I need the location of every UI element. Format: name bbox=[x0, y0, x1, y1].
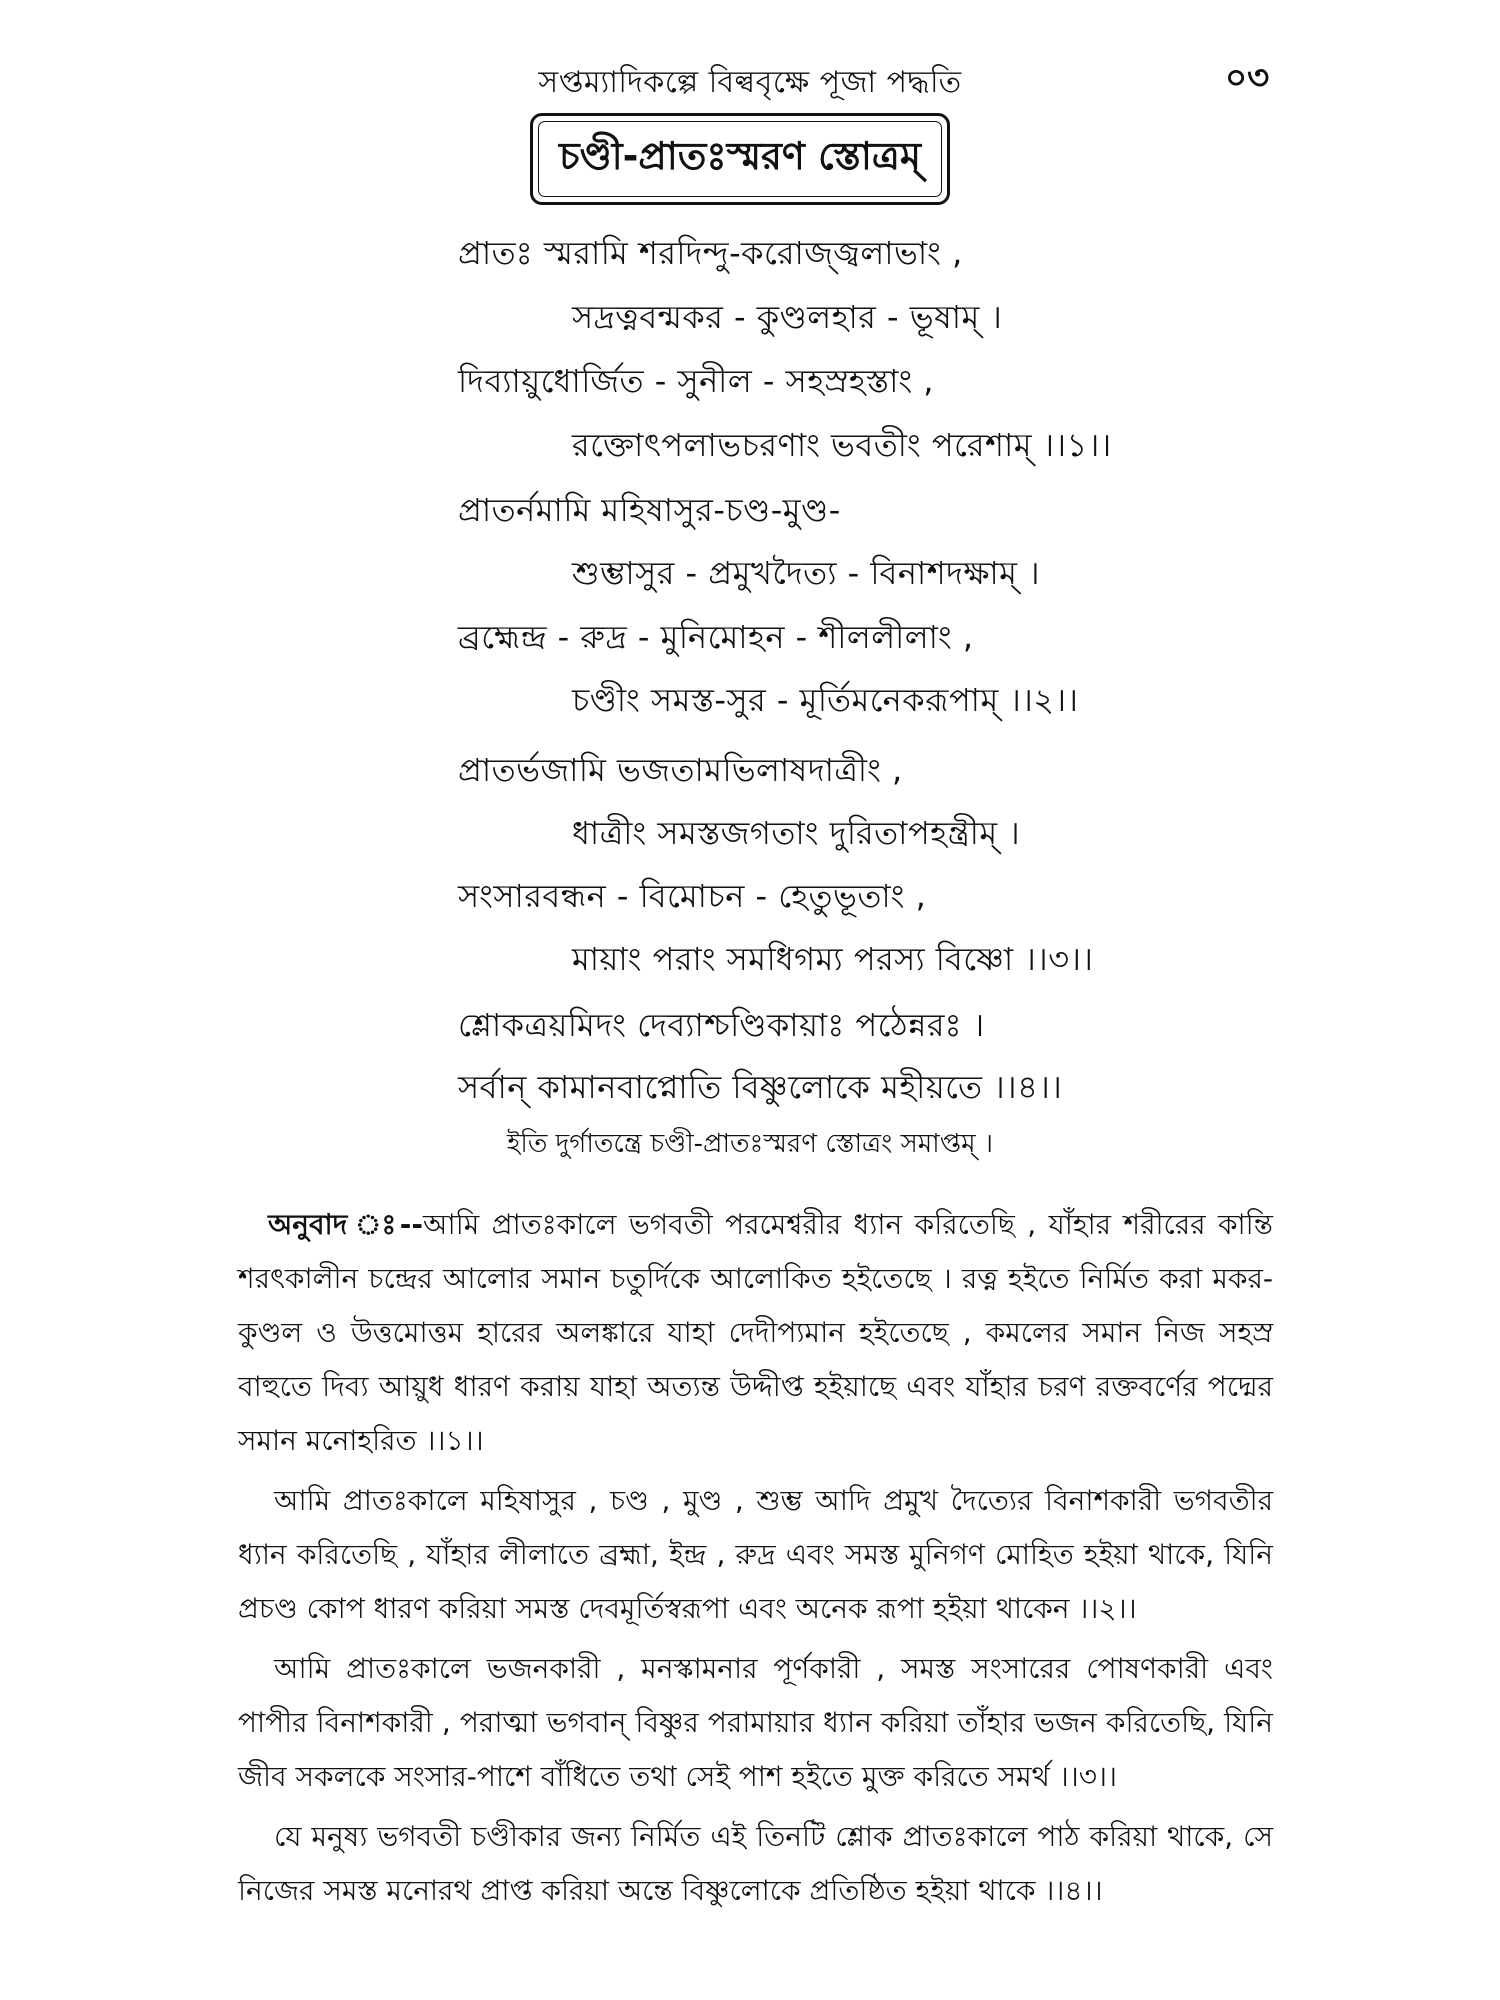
verse-line: দিব্যায়ুধোর্জিত - সুনীল - সহস্রহস্তাং , bbox=[458, 362, 934, 400]
verse-line: রক্তোৎপলাভচরণাং ভবতীং পরেশাম্ ।।১।। bbox=[572, 426, 1112, 464]
translation-label: অনুবাদ ঃ-- bbox=[268, 1208, 424, 1241]
verse-line: প্রাতঃ স্মরামি শরদিন্দু-করোজ্জ্বলাভাং , bbox=[458, 234, 963, 272]
translation-paragraph: আমি প্রাতঃকালে মহিষাসুর , চণ্ড , মুণ্ড , শুম্ভ আদি প্রমুখ দৈত্যের বিনাশকারী ভগবতীর ধ্যান করিতেছি , যাঁহার লীলাতে ব্রহ্মা, ইন্দ্র , রুদ্র এবং সমস্ত মুনিগণ মোহিত হইয়া থাকে, যিনি প্রচণ্ড কোপ ধারণ করিয়া সমস্ত দেবমূর্তিস্বরূপা এবং অনেক রূপা হইয়া থাকেন ।।২।। bbox=[238, 1484, 1273, 1625]
verse-line: শুম্ভাসুর - প্রমুখদৈত্য - বিনাশদক্ষাম্ । bbox=[572, 554, 1041, 592]
stotra-title: চণ্ডী-প্রাতঃস্মরণ স্তোত্রম্ bbox=[538, 121, 942, 197]
verse-line: প্রাতর্ভজামি ভজতামভিলাষদাত্রীং , bbox=[458, 751, 903, 789]
verse-line: সদ্রত্নবন্মকর - কুণ্ডলহার - ভূষাম্ । bbox=[572, 298, 1003, 336]
translation-section bbox=[238, 1198, 1273, 1918]
verse-line: প্রাতর্নমামি মহিষাসুর-চণ্ড-মুণ্ড- bbox=[458, 491, 841, 529]
verse-line: ব্রহ্মেন্দ্র - রুদ্র - মুনিমোহন - শীললীলাং , bbox=[458, 618, 974, 656]
verse-line: সংসারবন্ধন - বিমোচন - হেতুভূতাং , bbox=[458, 877, 927, 915]
verse-line: শ্লোকত্রয়মিদং দেব্যাশ্চণ্ডিকায়াঃ পঠেন্নরঃ । bbox=[458, 1006, 985, 1044]
translation-paragraph bbox=[238, 1198, 1273, 1468]
running-header: সপ্তম্যাদিকল্পে বিল্ববৃক্ষে পূজা পদ্ধতি bbox=[538, 65, 962, 100]
translation-paragraph: যে মনুষ্য ভগবতী চণ্ডীকার জন্য নির্মিত এই তিনটি শ্লোক প্রাতঃকালে পাঠ করিয়া থাকে, সে নিজের সমস্ত মনোরথ প্রাপ্ত করিয়া অন্তে বিষ্ণুলোকে প্রতিষ্ঠিত হইয়া থাকে ।।৪।। bbox=[238, 1820, 1273, 1907]
title-frame bbox=[530, 113, 950, 205]
verse-line: ধাত্রীং সমস্তজগতাং দুরিতাপহন্ত্রীম্ । bbox=[572, 814, 1021, 852]
page-number: ০৩ bbox=[1225, 58, 1270, 98]
verse-line: মায়াং পরাং সমধিগম্য পরস্য বিষ্ণো ।।৩।। bbox=[572, 940, 1094, 978]
translation-text: আমি প্রাতঃকালে ভগবতী পরমেশ্বরীর ধ্যান করিতেছি , যাঁহার শরীরের কান্তি শরৎকালীন চন্দ্রের আলোর সমান চতুর্দিকে আলোকিত হইতেছে । রত্ন হইতে নির্মিত করা মকর-কুণ্ডল ও উত্তমোত্তম হারের অলঙ্কারে যাহা দেদীপ্যমান হইতেছে , কমলের সমান নিজ সহস্র বাহুতে দিব্য আয়ুধ ধারণ করায় যাহা অত্যন্ত উদ্দীপ্ত হইয়াছে এবং যাঁহার চরণ রক্তবর্ণের পদ্মের সমান মনোহরিত ।।১।। bbox=[238, 1208, 1273, 1457]
translation-paragraph: আমি প্রাতঃকালে ভজনকারী , মনস্কামনার পূর্ণকারী , সমস্ত সংসারের পোষণকারী এবং পাপীর বিনাশকারী , পরাত্মা ভগবান্ বিষ্ণুর পরামায়ার ধ্যান করিয়া তাঁহার ভজন করিতেছি, যিনি জীব সকলকে সংসার-পাশে বাঁধিতে তথা সেই পাশ হইতে মুক্ত করিতে সমর্থ ।।৩।। bbox=[238, 1652, 1273, 1793]
verse-line: সর্বান্ কামানবাপ্নোতি বিষ্ণুলোকে মহীয়তে ।।৪।। bbox=[458, 1068, 1063, 1106]
colophon: ইতি দুর্গাতন্ত্রে চণ্ডী-প্রাতঃস্মরণ স্তোত্রং সমাপ্তম্ । bbox=[506, 1129, 994, 1159]
verse-line: চণ্ডীং সমস্ত-সুর - মূর্তিমনেকরূপাম্ ।।২।। bbox=[572, 681, 1079, 719]
